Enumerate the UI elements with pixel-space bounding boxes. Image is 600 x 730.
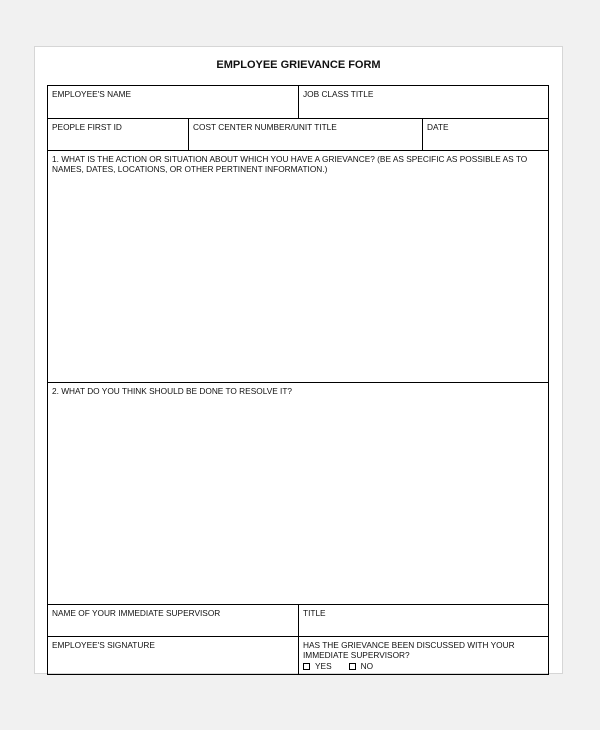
supervisor-name-field[interactable] bbox=[48, 605, 298, 636]
cost-center-label: COST CENTER NUMBER/UNIT TITLE bbox=[193, 122, 337, 132]
form-row-signature bbox=[48, 636, 548, 674]
employee-signature-field[interactable] bbox=[48, 637, 298, 674]
employee-signature-label: EMPLOYEE'S SIGNATURE bbox=[52, 640, 155, 650]
document-page bbox=[34, 46, 563, 674]
question-2-field[interactable] bbox=[48, 383, 548, 604]
form-title: EMPLOYEE GRIEVANCE FORM bbox=[216, 59, 381, 71]
supervisor-title-label: TITLE bbox=[303, 608, 326, 618]
job-class-title-field[interactable] bbox=[298, 86, 548, 118]
yes-option[interactable] bbox=[303, 661, 332, 671]
people-first-id-label: PEOPLE FIRST ID bbox=[52, 122, 122, 132]
people-first-id-field[interactable] bbox=[48, 119, 188, 150]
no-label: NO bbox=[360, 661, 374, 671]
discussed-question-cell bbox=[298, 637, 548, 674]
cost-center-field[interactable] bbox=[188, 119, 422, 150]
form-row-question-2 bbox=[48, 382, 548, 604]
yes-label: YES bbox=[315, 661, 332, 671]
question-2-label: 2. WHAT DO YOU THINK SHOULD BE DONE TO RESOLVE IT? bbox=[52, 386, 293, 396]
employee-name-field[interactable] bbox=[48, 86, 298, 118]
no-option[interactable] bbox=[349, 661, 373, 671]
discussed-options bbox=[303, 661, 544, 671]
form-row-name bbox=[48, 86, 548, 118]
grievance-form-table bbox=[47, 85, 549, 675]
discussed-question-label: HAS THE GRIEVANCE BEEN DISCUSSED WITH YOUR IMMEDIATE SUPERVISOR? bbox=[303, 640, 515, 660]
no-checkbox[interactable] bbox=[349, 663, 356, 670]
form-row-id bbox=[48, 118, 548, 150]
question-1-field[interactable] bbox=[48, 151, 548, 382]
form-row-question-1 bbox=[48, 150, 548, 382]
job-class-title-label: JOB CLASS TITLE bbox=[303, 89, 374, 99]
employee-name-label: EMPLOYEE'S NAME bbox=[52, 89, 132, 99]
supervisor-title-field[interactable] bbox=[298, 605, 548, 636]
supervisor-name-label: NAME OF YOUR IMMEDIATE SUPERVISOR bbox=[52, 608, 221, 618]
question-1-label: 1. WHAT IS THE ACTION OR SITUATION ABOUT WHICH YOU HAVE A GRIEVANCE? (BE AS SPECIFIC AS POSSIBLE AS TO NAMES, DATES, LOCATIONS, OR OTHER PERTINENT INFORMATION.) bbox=[52, 154, 528, 174]
date-field[interactable] bbox=[422, 119, 548, 150]
date-label: DATE bbox=[427, 122, 449, 132]
form-row-supervisor bbox=[48, 604, 548, 636]
yes-checkbox[interactable] bbox=[303, 663, 310, 670]
